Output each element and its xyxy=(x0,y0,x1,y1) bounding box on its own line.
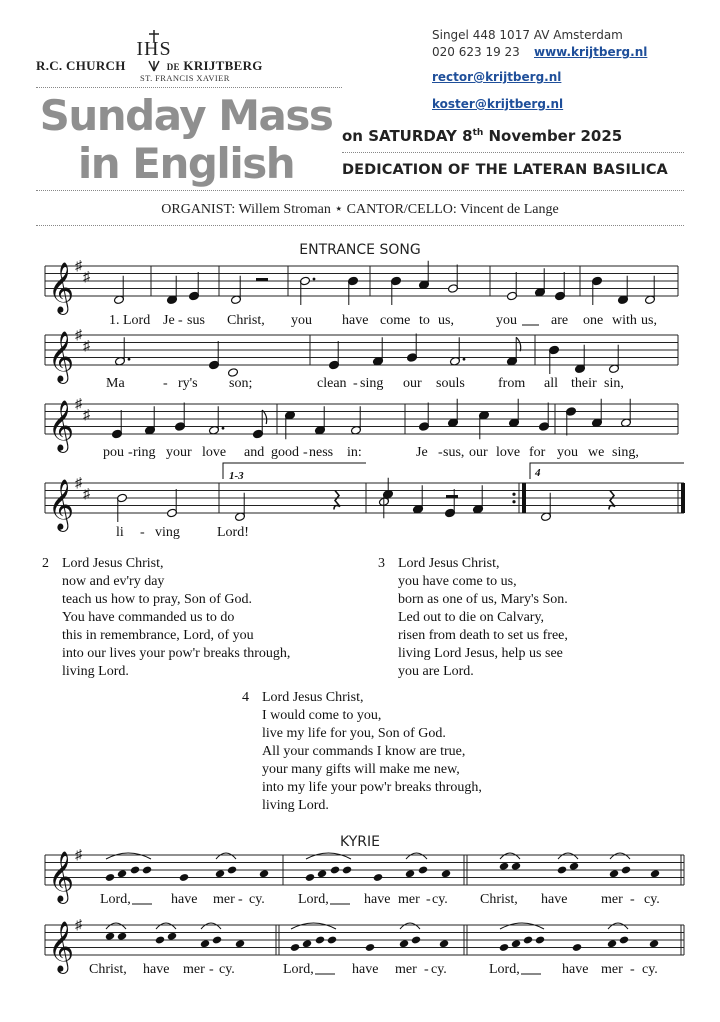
lyric: us, xyxy=(641,313,657,328)
note-head xyxy=(167,932,177,941)
treble-clef-icon: 𝄞 xyxy=(48,480,75,529)
note-head xyxy=(399,939,409,948)
note-head xyxy=(650,869,660,878)
church-monogram: IHS xyxy=(136,38,172,60)
entrance-lyrics-1 xyxy=(109,313,657,328)
treble-clef-icon: 𝄞 xyxy=(48,263,75,312)
lyric: have xyxy=(562,962,589,977)
lyric: - xyxy=(630,962,635,977)
note-head xyxy=(557,865,567,874)
lyric: Lord, xyxy=(100,892,131,907)
note-dot xyxy=(313,278,316,281)
lyric: cy. xyxy=(249,892,265,907)
entrance-song-heading: ENTRANCE SONG xyxy=(299,242,421,258)
lyric: Christ, xyxy=(227,313,265,328)
note-head xyxy=(373,873,383,882)
note-head xyxy=(117,932,127,941)
note-head xyxy=(405,869,415,878)
note-dot xyxy=(128,358,131,361)
verse-line: live my life for you, Son of God. xyxy=(262,726,446,741)
second-ending-label: 4 xyxy=(535,467,541,479)
sharp-icon: ♯ xyxy=(75,848,82,863)
feast-title: DEDICATION OF THE LATERAN BASILICA xyxy=(342,162,668,178)
lyric: are xyxy=(551,313,569,328)
note-head xyxy=(155,935,165,944)
lyric: Je xyxy=(416,445,428,460)
lyric: for xyxy=(529,445,546,460)
verse-number: 2 xyxy=(42,556,49,571)
first-ending-bracket xyxy=(223,463,366,479)
lyric: good xyxy=(271,445,299,460)
note-head xyxy=(572,943,582,952)
lyric: from xyxy=(498,376,526,391)
lyric: cy. xyxy=(642,962,658,977)
lyric: sin, xyxy=(604,376,624,391)
note-head xyxy=(227,865,237,874)
lyric: your xyxy=(166,445,192,460)
note-head xyxy=(365,943,375,952)
lyric: Christ, xyxy=(480,892,518,907)
lyric: all xyxy=(544,376,558,391)
sharp-icon: ♯ xyxy=(83,408,90,423)
note-flag xyxy=(516,337,521,351)
phone: 020 623 19 23 xyxy=(432,45,520,59)
lyric: and xyxy=(244,445,265,460)
date-ordinal: th xyxy=(472,128,484,138)
note-head xyxy=(342,865,352,874)
slur xyxy=(558,853,578,859)
slur xyxy=(201,923,221,929)
second-ending-bracket xyxy=(530,463,684,479)
note-head xyxy=(200,939,210,948)
note-head xyxy=(418,865,428,874)
half-rest-icon xyxy=(256,278,268,281)
lyric: Lord, xyxy=(283,962,314,977)
lyric: one xyxy=(583,313,604,328)
lyric: mer xyxy=(398,892,420,907)
half-rest-icon xyxy=(446,495,458,498)
note-head xyxy=(511,939,521,948)
treble-clef-icon: 𝄞 xyxy=(48,401,75,450)
slur xyxy=(400,923,420,929)
verse-line: You have commanded us to do xyxy=(62,610,235,625)
website-link[interactable]: www.krijtberg.nl xyxy=(534,45,648,59)
note-head xyxy=(523,935,533,944)
sharp-icon: ♯ xyxy=(83,270,90,285)
entrance-lyrics-4 xyxy=(116,525,249,540)
lyric: son; xyxy=(229,376,253,391)
note-head xyxy=(142,865,152,874)
church-name-right: KRIJTBERG xyxy=(183,58,263,73)
verse-line: Lord Jesus Christ, xyxy=(398,556,500,571)
lyric: cy. xyxy=(644,892,660,907)
slur xyxy=(106,853,151,859)
slur xyxy=(216,853,236,859)
sharp-icon: ♯ xyxy=(83,339,90,354)
church-name-de: DE xyxy=(166,62,180,72)
church-name-left: R.C. CHURCH xyxy=(36,58,126,73)
repeat-barline xyxy=(522,483,526,513)
note-dot xyxy=(222,427,225,430)
note-head xyxy=(499,862,509,871)
lyric: Ma xyxy=(106,376,125,391)
quarter-rest-icon xyxy=(334,491,340,510)
note-head xyxy=(235,939,245,948)
slur xyxy=(306,853,351,859)
note-head xyxy=(117,869,127,878)
note-head xyxy=(259,869,269,878)
lyric: you xyxy=(496,313,517,328)
title-line-2: in English xyxy=(77,139,295,188)
lyric: - xyxy=(178,313,183,328)
slur xyxy=(610,853,630,859)
verse-number: 3 xyxy=(378,556,385,571)
final-barline xyxy=(681,483,685,513)
lyric: love xyxy=(202,445,227,460)
note-head xyxy=(327,935,337,944)
lyric: mer xyxy=(183,962,205,977)
treble-clef-icon: 𝄞 xyxy=(48,332,75,381)
verse-line: Led out to die on Calvary, xyxy=(398,610,545,625)
note-head xyxy=(439,939,449,948)
note-head xyxy=(609,869,619,878)
kyrie-lyrics-2 xyxy=(89,962,658,977)
verse-4 xyxy=(242,689,482,815)
lyric: to xyxy=(419,313,430,328)
lyric: ry's xyxy=(178,376,198,391)
repeat-dot xyxy=(512,500,515,503)
sharp-icon: ♯ xyxy=(75,259,82,274)
verse-line: living Lord Jesus, help us see xyxy=(398,646,563,661)
lyric: have xyxy=(143,962,170,977)
note-head xyxy=(441,869,451,878)
slur xyxy=(500,853,520,859)
lyric: souls xyxy=(436,376,465,391)
lyric: you xyxy=(557,445,578,460)
lyric: - xyxy=(303,445,308,460)
sharp-icon: ♯ xyxy=(83,487,90,502)
quarter-rest-icon xyxy=(609,491,615,510)
note-head xyxy=(215,869,225,878)
lyric: us, xyxy=(438,313,454,328)
verse-line: into my life your pow'r breaks through, xyxy=(262,780,482,795)
lyric: - xyxy=(128,445,133,460)
lyric: Christ, xyxy=(89,962,127,977)
lyric: li xyxy=(116,525,124,540)
lyric: - xyxy=(238,892,243,907)
verse-line: All your commands I know are true, xyxy=(262,744,466,759)
lyric: - xyxy=(424,962,429,977)
lyric: Lord! xyxy=(217,525,249,540)
note-head xyxy=(619,935,629,944)
note-head xyxy=(621,865,631,874)
lyric: - xyxy=(163,376,168,391)
lyric: - xyxy=(353,376,358,391)
note-head xyxy=(179,873,189,882)
lyric: sus, xyxy=(443,445,465,460)
kyrie-heading: KYRIE xyxy=(340,834,380,850)
address: Singel 448 1017 AV Amsterdam xyxy=(432,28,623,42)
verse-line: Lord Jesus Christ, xyxy=(262,690,364,705)
note-head xyxy=(290,943,300,952)
sharp-icon: ♯ xyxy=(75,397,82,412)
treble-clef-icon: 𝄞 xyxy=(48,922,75,971)
entrance-lyrics-2 xyxy=(106,376,624,391)
lyric: with xyxy=(612,313,637,328)
slur xyxy=(156,923,176,929)
lyric: have xyxy=(171,892,198,907)
treble-clef-icon: 𝄞 xyxy=(48,852,75,901)
verse-line: you are Lord. xyxy=(398,664,474,679)
sharp-icon: ♯ xyxy=(75,476,82,491)
note-head xyxy=(105,873,115,882)
lyric: come xyxy=(380,313,411,328)
note-head xyxy=(302,939,312,948)
note-head xyxy=(330,865,340,874)
slur xyxy=(106,923,126,929)
lyric: 1. Lord xyxy=(109,313,151,328)
note-head xyxy=(607,939,617,948)
note-head xyxy=(130,865,140,874)
lyric: - xyxy=(426,892,431,907)
lyric: have xyxy=(364,892,391,907)
church-subtitle: ST. FRANCIS XAVIER xyxy=(140,73,230,83)
note-head xyxy=(305,873,315,882)
note-head xyxy=(649,939,659,948)
lyric: love xyxy=(496,445,521,460)
lyric: mer xyxy=(601,892,623,907)
lyric: our xyxy=(403,376,422,391)
lyric: in: xyxy=(347,445,362,460)
note-dot xyxy=(463,358,466,361)
lyric: Lord, xyxy=(298,892,329,907)
verse-line: now and ev'ry day xyxy=(62,574,165,589)
note-head xyxy=(499,943,509,952)
note-head xyxy=(317,869,327,878)
lyric: Lord, xyxy=(489,962,520,977)
verse-line: your many gifts will make me new, xyxy=(262,762,460,777)
verse-line: teach us how to pray, Son of God. xyxy=(62,592,253,607)
lyric: sing, xyxy=(612,445,639,460)
verse-line: this in remembrance, Lord, of you xyxy=(62,628,254,643)
first-ending-label: 1-3 xyxy=(229,470,244,482)
volta-labels xyxy=(229,467,541,482)
note-flag xyxy=(262,410,267,424)
sharp-icon: ♯ xyxy=(75,328,82,343)
title-line-1: Sunday Mass xyxy=(39,91,333,140)
note-head xyxy=(411,935,421,944)
verse-line: born as one of us, Mary's Son. xyxy=(398,592,568,607)
rector-email-link[interactable]: rector@krijtberg.nl xyxy=(432,70,562,84)
note-head xyxy=(315,935,325,944)
lyric: pou xyxy=(103,445,124,460)
date-prefix: on SATURDAY 8 xyxy=(342,127,473,145)
lyric: cy. xyxy=(432,892,448,907)
lyric: - xyxy=(630,892,635,907)
note-head xyxy=(569,862,579,871)
note-head xyxy=(105,932,115,941)
lyric: you xyxy=(291,313,312,328)
verse-line: into our lives your pow'r breaks through, xyxy=(62,646,291,661)
musicians-line: ORGANIST: Willem Stroman ⋆ CANTOR/CELLO: Vincent de Lange xyxy=(161,202,559,217)
slur xyxy=(500,923,544,929)
note-head xyxy=(212,935,222,944)
verse-number: 4 xyxy=(242,690,249,705)
lyric: - xyxy=(209,962,214,977)
verse-3 xyxy=(378,555,568,681)
lyric: mer xyxy=(601,962,623,977)
lyric: Je xyxy=(163,313,175,328)
koster-email-link[interactable]: koster@krijtberg.nl xyxy=(432,97,564,111)
verse-line: living Lord. xyxy=(62,664,129,679)
lyric: ving xyxy=(155,525,180,540)
lyric: ring xyxy=(133,445,156,460)
lyric: cy. xyxy=(431,962,447,977)
lyric: sus xyxy=(187,313,205,328)
lyric: - xyxy=(438,445,443,460)
note-head xyxy=(511,862,521,871)
lyric: we xyxy=(588,445,605,460)
verse-line: Lord Jesus Christ, xyxy=(62,556,164,571)
lyric: have xyxy=(541,892,568,907)
lyric: our xyxy=(469,445,488,460)
slur xyxy=(291,923,336,929)
lyric: cy. xyxy=(219,962,235,977)
lyric: their xyxy=(571,376,597,391)
lyric: ness xyxy=(309,445,334,460)
entrance-lyrics-3 xyxy=(103,445,639,460)
verse-line: living Lord. xyxy=(262,798,329,813)
lyric: have xyxy=(352,962,379,977)
lyric: clean xyxy=(317,376,347,391)
slur xyxy=(406,853,427,859)
verse-line: risen from death to set us free, xyxy=(398,628,568,643)
lyric: mer xyxy=(395,962,417,977)
lyric: sing xyxy=(360,376,384,391)
date-suffix: November 2025 xyxy=(483,127,623,145)
repeat-dot xyxy=(512,493,515,496)
slur xyxy=(608,923,628,929)
lyric: have xyxy=(342,313,369,328)
kyrie-lyrics-1 xyxy=(100,892,660,907)
lyric: mer xyxy=(213,892,235,907)
verse-line: you have come to us, xyxy=(398,574,517,589)
sharp-icon: ♯ xyxy=(75,918,82,933)
note-head xyxy=(535,935,545,944)
verse-2 xyxy=(42,555,291,681)
verse-line: I would come to you, xyxy=(262,708,382,723)
lyric: - xyxy=(140,525,145,540)
